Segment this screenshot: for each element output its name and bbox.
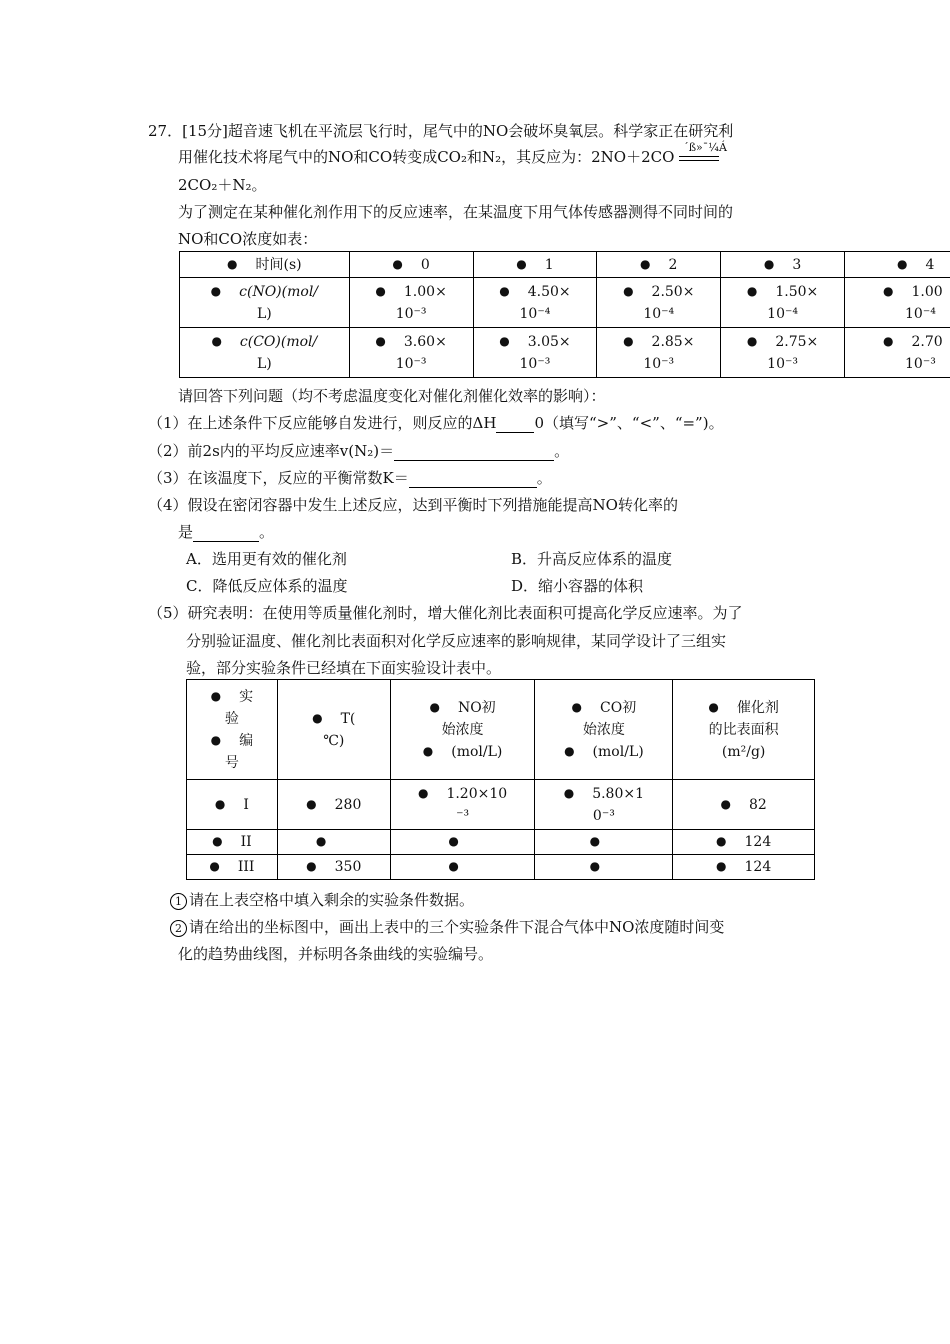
equilibrium-arrow-icon <box>679 152 719 164</box>
table-cell[interactable] <box>390 830 535 855</box>
table-row-label: ● c(CO)(mol/ L) <box>180 328 350 378</box>
table-header-cell: ● 实 验 ● 编 号 <box>187 680 278 780</box>
bullet-icon <box>306 797 334 813</box>
bullet-icon <box>448 859 476 875</box>
bullet-icon <box>499 284 527 300</box>
question-1: （1）在上述条件下反应能够自发进行，则反应的ΔH 0（填写“>”、“<”、“=”)。 <box>148 414 724 432</box>
bullet-icon <box>716 834 744 850</box>
bullet-icon <box>590 834 618 850</box>
question-5-line3: 验，部分实验条件已经填在下面实验设计表中。 <box>186 659 502 677</box>
option-c: C．降低反应体系的温度 <box>186 577 348 595</box>
question-27-line3: 2CO₂＋N₂。 <box>178 176 267 194</box>
table-row <box>187 780 815 830</box>
table-header-cell: ● 4 <box>845 252 950 278</box>
question-5-line1: （5）研究表明：在使用等质量催化剂时，增大催化剂比表面积可提高化学反应速率。为了 <box>148 604 743 622</box>
bullet-icon <box>564 786 592 802</box>
bullet-icon <box>623 334 651 350</box>
reaction-text: 用催化技术将尾气中的NO和CO转变成CO₂和N₂，其反应为：2NO＋2CO <box>178 148 675 166</box>
bullet-icon <box>747 334 775 350</box>
table-cell: ● 3.05× 10⁻³ <box>473 328 597 378</box>
bullet-icon <box>448 834 476 850</box>
table-header-cell: ● 时间(s) <box>180 252 350 278</box>
circled-number-icon: 2 <box>170 920 187 937</box>
table-row <box>180 328 950 378</box>
table-cell: ● 124 <box>673 855 815 880</box>
question-27-line5: NO和CO浓度如表： <box>178 230 318 248</box>
sub-question-1: 1 请在上表空格中填入剩余的实验条件数据。 <box>170 890 474 910</box>
table-row <box>187 680 815 780</box>
catalyst-label: ´ß»¯¼Á <box>683 141 727 154</box>
table-cell: ● 1.00 10⁻⁴ <box>845 278 950 328</box>
question-4-line2: 是 。 <box>178 523 275 541</box>
bullet-icon <box>375 284 403 300</box>
answer-blank[interactable] <box>409 487 537 488</box>
table-cell: ● 2.85× 10⁻³ <box>597 328 721 378</box>
bullet-icon <box>640 257 668 273</box>
table-header-cell: ● 1 <box>473 252 597 278</box>
table-cell: ● 124 <box>673 830 815 855</box>
option-b: B．升高反应体系的温度 <box>511 550 673 568</box>
question-5-line2: 分别验证温度、催化剂比表面积对化学反应速率的影响规律，某同学设计了三组实 <box>186 632 727 650</box>
bullet-icon <box>747 284 775 300</box>
question-27-line2 <box>178 141 727 167</box>
bullet-icon <box>429 700 457 716</box>
bullet-icon <box>897 257 925 273</box>
bullet-icon <box>572 700 600 716</box>
table-cell[interactable] <box>535 855 673 880</box>
bullet-icon <box>708 700 736 716</box>
table-cell: ● 1.00× 10⁻³ <box>349 278 473 328</box>
option-d: D．缩小容器的体积 <box>511 577 644 595</box>
bullet-icon <box>209 859 237 875</box>
questions-lead: 请回答下列问题（均不考虑温度变化对催化剂催化效率的影响）： <box>178 387 606 405</box>
table-header-cell: ● T( ℃) <box>277 680 390 780</box>
bullet-icon <box>423 744 451 760</box>
table-header-cell: ● NO初 始浓度 ● (mol/L) <box>390 680 535 780</box>
question-3: （3）在该温度下，反应的平衡常数K＝ 。 <box>148 469 552 487</box>
bullet-icon <box>418 786 446 802</box>
answer-blank[interactable] <box>394 460 554 461</box>
bullet-icon <box>227 257 255 273</box>
table-cell: ● 2.50× 10⁻⁴ <box>597 278 721 328</box>
bullet-icon <box>212 834 240 850</box>
table-cell: ● 2.70 10⁻³ <box>845 328 950 378</box>
table-header-cell: ● 0 <box>349 252 473 278</box>
question-4-line1: （4）假设在密闭容器中发生上述反应，达到平衡时下列措施能提高NO转化率的 <box>148 496 678 514</box>
sub-question-2-line1: 2 请在给出的坐标图中，画出上表中的三个实验条件下混合气体中NO浓度随时间变 <box>170 917 724 937</box>
bullet-icon <box>564 744 592 760</box>
table-cell[interactable] <box>390 855 535 880</box>
table-header-cell: ● 3 <box>721 252 845 278</box>
circled-number-icon: 1 <box>170 893 187 910</box>
bullet-icon <box>623 284 651 300</box>
question-27-line1: 27．[15分]超音速飞机在平流层飞行时，尾气中的NO会破坏臭氧层。科学家正在研究利 <box>148 122 734 140</box>
bullet-icon <box>312 711 340 727</box>
bullet-icon <box>211 334 239 350</box>
concentration-table <box>179 251 950 378</box>
experiment-design-table <box>186 679 815 880</box>
bullet-icon <box>883 284 911 300</box>
table-cell: ● 5.80×1 0⁻³ <box>535 780 673 830</box>
bullet-icon <box>516 257 544 273</box>
bullet-icon <box>764 257 792 273</box>
table-row <box>187 855 815 880</box>
table-header-cell: ● 催化剂 的比表面积 (m²/g) <box>673 680 815 780</box>
table-cell: ● 1.50× 10⁻⁴ <box>721 278 845 328</box>
table-row <box>180 278 950 328</box>
table-cell: ● I <box>187 780 278 830</box>
bullet-icon <box>211 689 239 705</box>
catalyst-arrow <box>679 141 727 167</box>
table-row <box>187 830 815 855</box>
table-header-cell: ● CO初 始浓度 ● (mol/L) <box>535 680 673 780</box>
bullet-icon <box>720 797 748 813</box>
table-cell: ● 3.60× 10⁻³ <box>349 328 473 378</box>
table-cell[interactable] <box>277 830 390 855</box>
answer-blank[interactable] <box>496 432 534 433</box>
table-cell: ● 1.20×10 ⁻³ <box>390 780 535 830</box>
table-cell: ● II <box>187 830 278 855</box>
bullet-icon <box>375 334 403 350</box>
table-cell: ● 2.75× 10⁻³ <box>721 328 845 378</box>
bullet-icon <box>316 834 344 850</box>
sub-question-2-line2: 化的趋势曲线图，并标明各条曲线的实验编号。 <box>178 945 494 963</box>
table-cell: ● 280 <box>277 780 390 830</box>
table-cell: ● 82 <box>673 780 815 830</box>
bullet-icon <box>211 733 239 749</box>
table-cell[interactable] <box>535 830 673 855</box>
bullet-icon <box>716 859 744 875</box>
table-cell: ● 350 <box>277 855 390 880</box>
table-cell: ● III <box>187 855 278 880</box>
bullet-icon <box>590 859 618 875</box>
table-row <box>180 252 950 278</box>
table-cell: ● 4.50× 10⁻⁴ <box>473 278 597 328</box>
bullet-icon <box>215 797 243 813</box>
bullet-icon <box>392 257 420 273</box>
answer-blank[interactable] <box>193 541 259 542</box>
bullet-icon <box>306 859 334 875</box>
table-row-label: ● c(NO)(mol/ L) <box>180 278 350 328</box>
question-27-line4: 为了测定在某种催化剂作用下的反应速率，在某温度下用气体传感器测得不同时间的 <box>178 203 734 221</box>
table-header-cell: ● 2 <box>597 252 721 278</box>
bullet-icon <box>211 284 239 300</box>
option-a: A．选用更有效的催化剂 <box>186 550 347 568</box>
bullet-icon <box>883 334 911 350</box>
question-2: （2）前2s内的平均反应速率v(N₂)＝ 。 <box>148 442 570 460</box>
bullet-icon <box>499 334 527 350</box>
